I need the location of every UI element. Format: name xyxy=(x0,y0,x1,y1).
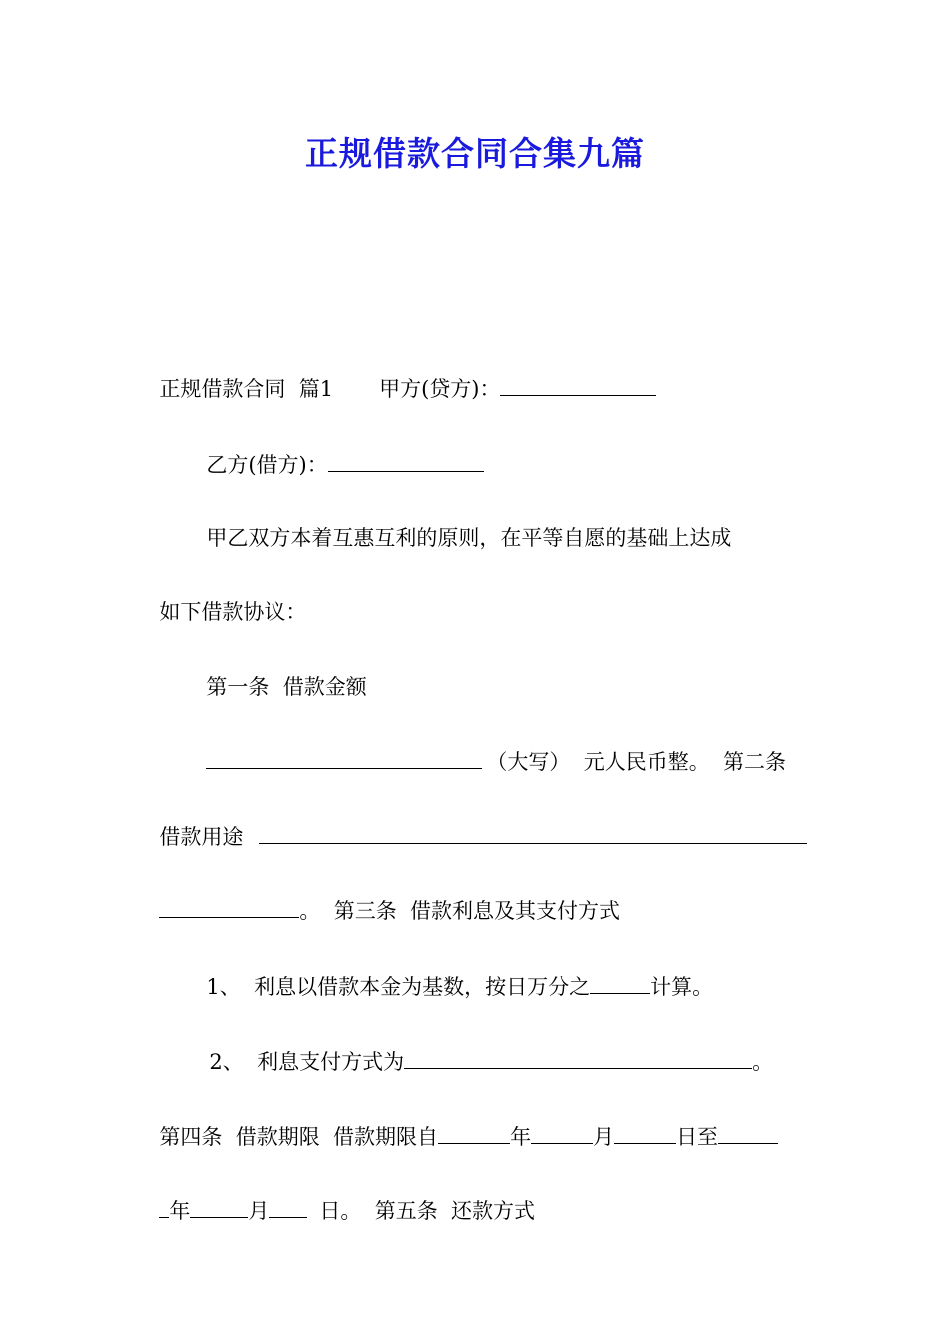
document-title: 正规借款合同合集九篇 xyxy=(305,134,645,173)
end-year-blank xyxy=(718,1123,778,1144)
interest-rate-suffix: 计算。 xyxy=(650,975,714,999)
interest-payment-blank xyxy=(404,1048,752,1069)
day-to-label: 日至 xyxy=(676,1125,719,1149)
amount-text: （大写） 元人民币整。 第二条 xyxy=(486,750,787,774)
contract-heading-line xyxy=(146,344,656,404)
end-year-blank-continued xyxy=(159,1197,169,1218)
year-label: 年 xyxy=(169,1199,191,1223)
paragraph-line xyxy=(146,567,306,627)
borrower-line xyxy=(193,420,484,480)
start-month-blank xyxy=(531,1123,593,1144)
end-day-blank xyxy=(269,1197,307,1218)
paragraph-line xyxy=(193,493,731,553)
borrower-blank xyxy=(328,451,484,472)
purpose-blank-continued xyxy=(159,897,299,918)
interest-rate-blank xyxy=(590,973,650,994)
term-text: 第四条 借款期限 借款期限自 xyxy=(159,1125,439,1149)
month-label: 月 xyxy=(248,1199,270,1223)
article-line xyxy=(146,866,620,926)
interest-rate-text: 1、 利息以借款本金为基数，按日万分之 xyxy=(206,975,591,999)
article-5-text: 日。 第五条 还款方式 xyxy=(319,1199,536,1223)
interest-rate-line xyxy=(193,942,713,1002)
purpose-blank xyxy=(259,823,807,844)
amount-blank xyxy=(206,748,482,769)
start-year-blank xyxy=(438,1123,510,1144)
end-month-blank xyxy=(190,1197,248,1218)
article-1-title: 第一条 借款金额 xyxy=(206,675,367,699)
interest-payment-line xyxy=(196,1017,773,1077)
purpose-line xyxy=(146,792,807,852)
paragraph-text: 如下借款协议： xyxy=(159,600,307,624)
term-end-line xyxy=(146,1166,535,1226)
borrower-label: 乙方(借方)： xyxy=(206,453,328,477)
contract-section-label: 正规借款合同 篇1 xyxy=(159,377,334,401)
article-3-text: 。 第三条 借款利息及其支付方式 xyxy=(299,899,621,923)
lender-blank xyxy=(500,375,656,396)
year-label: 年 xyxy=(510,1125,532,1149)
purpose-label: 借款用途 xyxy=(159,825,244,849)
paragraph-text: 甲乙双方本着互惠互利的原则，在平等自愿的基础上达成 xyxy=(206,526,732,550)
interest-payment-suffix: 。 xyxy=(752,1050,774,1074)
amount-line xyxy=(193,717,786,777)
lender-label: 甲方(贷方)： xyxy=(379,377,501,401)
term-line xyxy=(146,1092,778,1152)
month-label: 月 xyxy=(593,1125,615,1149)
interest-payment-text: 2、 利息支付方式为 xyxy=(209,1050,405,1074)
start-day-blank xyxy=(614,1123,676,1144)
article-heading xyxy=(193,642,367,702)
